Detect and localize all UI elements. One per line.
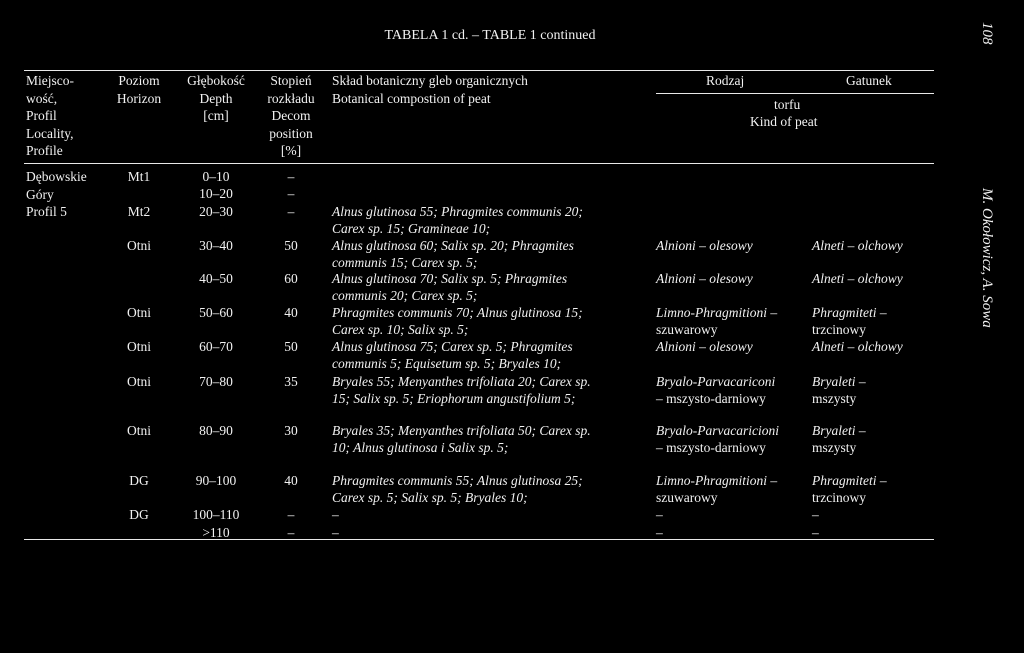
botanical-line: Alnus glutinosa 55; Phragmites communis 20; (332, 204, 583, 219)
depth-cell: 50–60 (199, 305, 233, 320)
peat-species-line: mszysty (812, 440, 857, 455)
peat-species-line: Bryaleti – (812, 423, 866, 438)
horizon-cell: Otni (126, 374, 151, 389)
botanical-line: Bryales 35; Menyanthes trifoliata 50; Carex sp. (332, 423, 591, 438)
horizon-cell: Otni (126, 423, 151, 438)
peat-type-line: Alnioni – olesowy (656, 339, 753, 354)
header-locality-line: Profil (26, 108, 57, 123)
decomp-cell: 35 (284, 374, 298, 389)
peat-species-line: Alneti – olchowy (812, 271, 903, 286)
peat-type-line: Limno-Phragmitioni – (656, 473, 778, 488)
botanical-line: Alnus glutinosa 75; Carex sp. 5; Phragmites (332, 339, 573, 354)
peat-species-line: – (812, 507, 819, 522)
side-margin (968, 0, 1018, 653)
header-horizon-line: Horizon (116, 90, 162, 106)
botanical-line: communis 15; Carex sp. 5; (332, 255, 478, 270)
peat-species-line: Bryaleti – (812, 374, 866, 389)
botanical-line: Carex sp. 5; Salix sp. 5; Bryales 10; (332, 490, 528, 505)
depth-cell: 20–30 (199, 204, 233, 219)
peat-type-line: – mszysto-darniowy (656, 391, 766, 406)
header-depth-line: Depth (199, 90, 233, 106)
header-gatunek: Gatunek (846, 73, 892, 88)
decomp-cell: 60 (284, 271, 298, 286)
depth-cell: 10–20 (199, 186, 233, 201)
header-decomp-line: [%] (280, 143, 302, 158)
depth-cell: >110 (202, 525, 230, 540)
header-decomp-line: Stopień (270, 73, 312, 88)
peat-type-line: Alnioni – olesowy (656, 238, 753, 253)
botanical-line: 10; Alnus glutinosa i Salix sp. 5; (332, 440, 509, 455)
decomp-cell: 40 (284, 473, 298, 488)
horizon-cell: Mt1 (127, 169, 151, 184)
decomp-cell: – (287, 507, 295, 522)
header-botanical-line: Skład botaniczny gleb organicznych (332, 73, 528, 88)
peat-type-line: Bryalo-Parvacariconi (656, 374, 776, 389)
botanical-line: communis 20; Carex sp. 5; (332, 288, 478, 303)
peat-type-line: Bryalo-Parvacaricioni (656, 423, 779, 438)
peat-type-line: – (656, 525, 663, 540)
locality-line: Profil 5 (26, 204, 67, 219)
depth-cell: 100–110 (192, 507, 240, 522)
botanical-line: Alnus glutinosa 70; Salix sp. 5; Phragmites (332, 271, 568, 286)
botanical-line: Phragmites communis 55; Alnus glutinosa 25; (332, 473, 583, 488)
header-locality-line: wość, (26, 90, 58, 106)
locality-line: Dębowskie (26, 169, 87, 184)
horizon-cell: DG (129, 507, 149, 522)
table-caption: TABELA 1 cd. – TABLE 1 continued (384, 28, 596, 43)
peat-species-line: Alneti – olchowy (812, 238, 903, 253)
header-depth-line: [cm] (203, 108, 229, 123)
botanical-line: Alnus glutinosa 60; Salix sp. 20; Phragmites (332, 238, 574, 253)
horizon-cell: Otni (126, 339, 151, 354)
peat-type-line: – mszysto-darniowy (656, 440, 766, 455)
decomp-cell: 50 (284, 339, 298, 354)
horizon-cell: Otni (126, 238, 151, 253)
top-rule (24, 70, 934, 71)
horizon-cell: DG (129, 473, 149, 488)
header-locality-line: Profile (26, 143, 63, 158)
decomp-cell: 40 (284, 305, 298, 320)
header-rodzaj: Rodzaj (706, 73, 745, 88)
page-number: 108 (979, 22, 995, 45)
botanical-line: Carex sp. 15; Gramineae 10; (332, 221, 491, 236)
decomp-cell: – (287, 169, 295, 184)
header-decomp-line: rozkładu (267, 90, 315, 106)
decomp-cell: – (287, 525, 295, 540)
peat-type-line: szuwarowy (656, 322, 718, 337)
header-decomp-line: Decom (271, 108, 311, 123)
botanical-line: communis 5; Equisetum sp. 5; Bryales 10; (332, 356, 562, 371)
peat-type-line: Limno-Phragmitioni – (656, 305, 778, 320)
horizon-cell: Otni (126, 305, 151, 320)
depth-cell: 30–40 (199, 238, 233, 253)
decomp-cell: – (287, 204, 295, 219)
peat-species-line: Phragmiteti – (812, 305, 887, 320)
peat-species-line: mszysty (812, 391, 857, 406)
peat-species-line: Alneti – olchowy (812, 339, 903, 354)
botanical-line: Carex sp. 10; Salix sp. 5; (332, 322, 469, 337)
depth-cell: 0–10 (202, 169, 230, 184)
locality-line: Góry (26, 186, 54, 202)
header-kind-of-peat: Kind of peat (750, 114, 818, 129)
decomp-cell: 50 (284, 238, 298, 253)
botanical-line: 15; Salix sp. 5; Eriophorum angustifolium 5; (332, 391, 576, 406)
peat-species-line: trzcinowy (812, 490, 866, 505)
header-horizon-line: Poziom (118, 73, 160, 88)
peat-type-line: szuwarowy (656, 490, 718, 505)
decomp-cell: 30 (284, 423, 298, 438)
decomp-cell: – (287, 186, 295, 201)
header-locality-line: Miejsco- (26, 73, 74, 88)
depth-cell: 80–90 (199, 423, 233, 438)
peat-species-line: Phragmiteti – (812, 473, 887, 488)
botanical-line: Phragmites communis 70; Alnus glutinosa 15; (332, 305, 583, 320)
depth-cell: 70–80 (199, 374, 233, 389)
depth-cell: 90–100 (195, 473, 237, 488)
peat-species-line: – (812, 525, 819, 540)
peat-group-rule (656, 93, 934, 94)
botanical-line: – (332, 507, 339, 522)
header-rule (24, 163, 934, 164)
depth-cell: 40–50 (199, 271, 233, 286)
header-depth-line: Głębokość (187, 73, 245, 88)
horizon-cell: Mt2 (127, 204, 151, 219)
botanical-line: Bryales 55; Menyanthes trifoliata 20; Carex sp. (332, 374, 591, 389)
running-head: M. Okołowicz, A. Sowa (979, 188, 995, 328)
peat-type-line: – (656, 507, 663, 522)
botanical-line: – (332, 525, 339, 540)
bottom-rule (24, 539, 934, 540)
header-decomp-line: position (269, 125, 313, 141)
peat-type-line: Alnioni – olesowy (656, 271, 753, 286)
depth-cell: 60–70 (199, 339, 233, 354)
header-torfu: torfu (774, 97, 801, 112)
peat-species-line: trzcinowy (812, 322, 866, 337)
header-botanical-line: Botanical compostion of peat (332, 90, 491, 106)
header-locality-line: Locality, (26, 125, 74, 141)
